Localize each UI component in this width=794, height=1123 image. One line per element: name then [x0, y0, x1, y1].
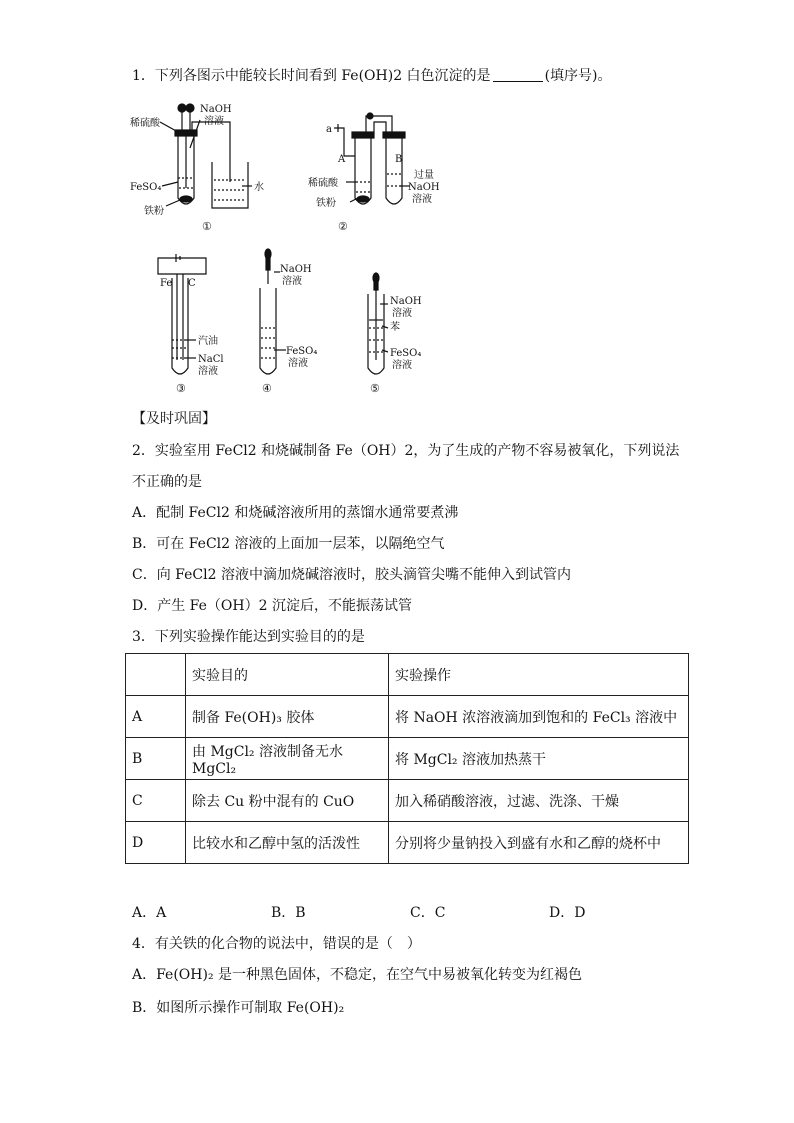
- table-cell: C: [126, 780, 186, 822]
- section-title: 【及时巩固】: [132, 411, 216, 427]
- svg-text:溶液: 溶液: [282, 276, 302, 287]
- svg-text:溶液: 溶液: [204, 116, 224, 127]
- table-cell: 制备 Fe(OH)₃ 胶体: [186, 696, 389, 738]
- table-row: [126, 822, 689, 864]
- svg-text:汽油: 汽油: [198, 336, 218, 347]
- svg-text:NaOH: NaOH: [200, 104, 232, 115]
- answer-blank[interactable]: [493, 67, 543, 82]
- q2-option-b[interactable]: B．可在 FeCl2 溶液的上面加一层苯，以隔绝空气: [132, 536, 445, 552]
- svg-text:溶液: 溶液: [392, 360, 412, 371]
- svg-text:稀硫酸: 稀硫酸: [130, 118, 160, 129]
- q2-stem-line1: 2．实验室用 FeCl2 和烧碱制备 Fe（OH）2，为了生成的产物不容易被氧化，下列说法: [132, 443, 680, 459]
- table-cell: 除去 Cu 粉中混有的 CuO: [186, 780, 389, 822]
- svg-text:C: C: [188, 278, 196, 289]
- table-cell: 将 NaOH 浓溶液滴加到饱和的 FeCl₃ 溶液中: [389, 696, 689, 738]
- table-row: [126, 780, 689, 822]
- table-cell: 分别将少量钠投入到盛有水和乙醇的烧杯中: [389, 822, 689, 864]
- q2-stem-line2: 不正确的是: [132, 474, 202, 490]
- table-cell: 将 MgCl₂ 溶液加热蒸干: [389, 738, 689, 780]
- svg-text:稀硫酸: 稀硫酸: [308, 178, 338, 189]
- svg-text:过量: 过量: [414, 170, 434, 181]
- q4-option-b[interactable]: B．如图所示操作可制取 Fe(OH)₂: [132, 1000, 345, 1016]
- table-cell: 比较水和乙醇中氢的活泼性: [186, 822, 389, 864]
- svg-text:铁粉: 铁粉: [144, 206, 164, 217]
- svg-text:④: ④: [262, 382, 272, 395]
- q4-option-a[interactable]: A．Fe(OH)₂ 是一种黑色固体，不稳定，在空气中易被氧化转变为红褐色: [132, 967, 583, 983]
- q1-figures-row2: [150, 248, 440, 396]
- q2-option-a[interactable]: A．配制 FeCl2 和烧碱溶液所用的蒸馏水通常要煮沸: [132, 505, 459, 521]
- svg-text:Fe: Fe: [160, 278, 173, 289]
- table-cell: 加入稀硝酸溶液，过滤、洗涤、干燥: [389, 780, 689, 822]
- table-cell: A: [126, 696, 186, 738]
- table-header-cell: 实验操作: [389, 654, 689, 696]
- table-cell: B: [126, 738, 186, 780]
- table-cell: 由 MgCl₂ 溶液制备无水 MgCl₂: [186, 738, 389, 780]
- q1-figures-row1: [130, 98, 460, 238]
- q2-option-d[interactable]: D．产生 Fe（OH）2 沉淀后，不能振荡试管: [132, 598, 412, 614]
- svg-text:②: ②: [338, 220, 348, 233]
- svg-text:FeSO₄: FeSO₄: [286, 346, 318, 357]
- q4-stem: 4．有关铁的化合物的说法中，错误的是（ ）: [132, 936, 421, 952]
- q1-stem: 1．下列各图示中能较长时间看到 Fe(OH)2 白色沉淀的是 (填序号)。: [132, 68, 612, 84]
- svg-text:NaOH: NaOH: [390, 296, 422, 307]
- q2-option-c[interactable]: C．向 FeCl2 溶液中滴加烧碱溶液时，胶头滴管尖嘴不能伸入到试管内: [132, 567, 571, 583]
- q3-answer-b[interactable]: B．B: [271, 905, 306, 921]
- svg-text:水: 水: [254, 182, 264, 193]
- svg-text:苯: 苯: [390, 322, 400, 333]
- svg-text:FeSO₄: FeSO₄: [390, 348, 422, 359]
- svg-text:NaCl: NaCl: [198, 354, 224, 365]
- table-cell: D: [126, 822, 186, 864]
- svg-text:NaOH: NaOH: [408, 182, 440, 193]
- table-header-cell: [126, 654, 186, 696]
- q3-stem: 3．下列实验操作能达到实验目的的是: [132, 629, 365, 645]
- svg-text:a: a: [326, 124, 332, 135]
- table-header-row: [126, 654, 689, 696]
- svg-text:铁粉: 铁粉: [316, 198, 336, 209]
- svg-text:③: ③: [176, 382, 186, 395]
- svg-text:⑤: ⑤: [370, 382, 380, 395]
- svg-text:溶液: 溶液: [392, 308, 412, 319]
- svg-text:溶液: 溶液: [412, 194, 432, 205]
- q3-table: [125, 653, 689, 864]
- svg-text:①: ①: [202, 220, 212, 233]
- q3-answer-a[interactable]: A．A: [132, 905, 167, 921]
- svg-text:A: A: [338, 154, 346, 165]
- q3-answer-c[interactable]: C．C: [410, 905, 446, 921]
- q3-answer-d[interactable]: D．D: [549, 905, 586, 921]
- svg-text:NaOH: NaOH: [280, 264, 312, 275]
- svg-text:B: B: [395, 154, 403, 165]
- table-header-cell: 实验目的: [186, 654, 389, 696]
- svg-text:FeSO₄: FeSO₄: [130, 182, 162, 193]
- svg-text:溶液: 溶液: [198, 366, 218, 377]
- table-row: [126, 738, 689, 780]
- svg-text:溶液: 溶液: [288, 358, 308, 369]
- table-row: [126, 696, 689, 738]
